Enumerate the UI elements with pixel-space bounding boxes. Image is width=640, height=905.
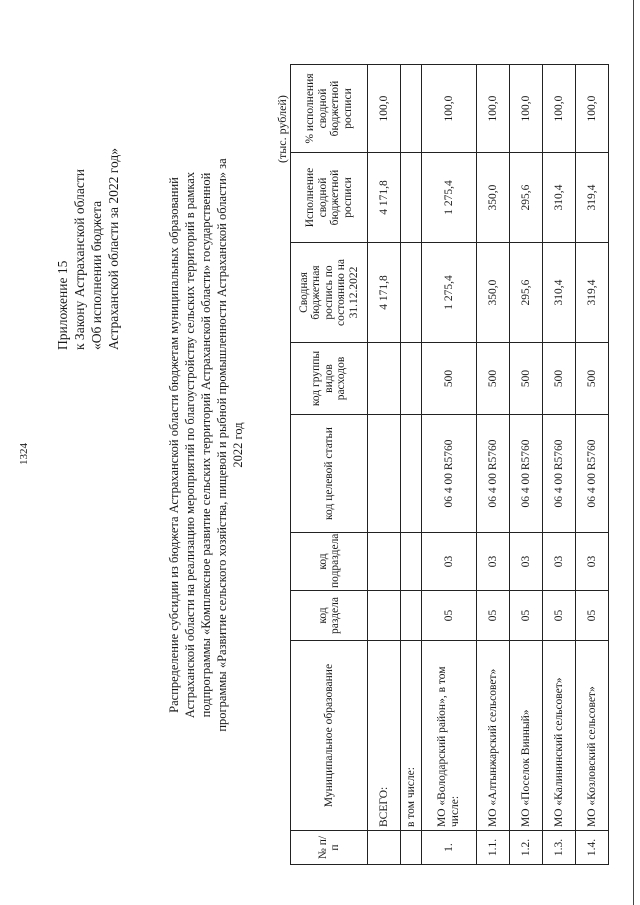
- row-name: МО «Калининский сельсовет»: [543, 641, 576, 831]
- total-row: [368, 65, 401, 865]
- row-target: 06 4 00 R5760: [576, 415, 609, 533]
- page-edge-rule: [633, 0, 634, 905]
- row-plan: 1 275,4: [422, 243, 477, 343]
- row-section: 05: [510, 591, 543, 641]
- units-label: (тыс. рублей): [275, 95, 289, 163]
- row-name: МО «Алтынжарский сельсовет»: [477, 641, 510, 831]
- appendix-header: [54, 148, 122, 350]
- row-subsection: 03: [510, 533, 543, 591]
- appendix-line: Астраханской области за 2022 год»: [106, 148, 121, 350]
- header-subsection: код подраздела: [291, 533, 368, 591]
- row-expense: 500: [510, 343, 543, 415]
- table-row: [543, 65, 576, 865]
- header-plan: Сводная бюджетная роспись по состоянию на 31.12.2022: [291, 243, 368, 343]
- row-pct: 100,0: [543, 65, 576, 153]
- row-plan: 350,0: [477, 243, 510, 343]
- row-expense: 500: [422, 343, 477, 415]
- table-row: [477, 65, 510, 865]
- table-row: [576, 65, 609, 865]
- row-expense: 500: [543, 343, 576, 415]
- header-exec: Исполнение сводной бюджетной росписи: [291, 153, 368, 243]
- row-name: МО «Козловский сельсовет»: [576, 641, 609, 831]
- table-header-row: [291, 65, 368, 865]
- table-row: [422, 65, 477, 865]
- row-expense: 500: [576, 343, 609, 415]
- row-subsection: 03: [422, 533, 477, 591]
- total-exec: 4 171,8: [368, 153, 401, 243]
- document-title: Распределение субсидии из бюджета Астраханской области бюджетам муниципальных образований Астраханской области на реализацию мероприятий по благоустройству сельских территорий в рамках подпрограммы «Комплексное развитие сельских территорий Астраханской области» государственной программы «Развитие сельского хозяйства, пищевой и рыбной промышленности Астраханской области» за 2022 год: [167, 158, 245, 732]
- row-section: 05: [576, 591, 609, 641]
- row-plan: 310,4: [543, 243, 576, 343]
- row-num: 1.2.: [510, 831, 543, 865]
- row-target: 06 4 00 R5760: [543, 415, 576, 533]
- row-pct: 100,0: [510, 65, 543, 153]
- header-pct: % исполнения сводной бюджетной росписи: [291, 65, 368, 153]
- row-subsection: 03: [543, 533, 576, 591]
- row-num: 1.3.: [543, 831, 576, 865]
- row-subsection: 03: [576, 533, 609, 591]
- row-pct: 100,0: [477, 65, 510, 153]
- row-exec: 319,4: [576, 153, 609, 243]
- row-name: МО «Поселок Винный»: [510, 641, 543, 831]
- including-label: в том числе:: [401, 641, 422, 831]
- total-plan: 4 171,8: [368, 243, 401, 343]
- appendix-line: Приложение 15: [55, 260, 70, 350]
- row-name: МО «Володарский район», в том числе:: [422, 641, 477, 831]
- row-num: 1.1.: [477, 831, 510, 865]
- row-plan: 295,6: [510, 243, 543, 343]
- row-target: 06 4 00 R5760: [477, 415, 510, 533]
- row-target: 06 4 00 R5760: [422, 415, 477, 533]
- row-exec: 295,6: [510, 153, 543, 243]
- row-pct: 100,0: [576, 65, 609, 153]
- row-subsection: 03: [477, 533, 510, 591]
- header-section: код раздела: [291, 591, 368, 641]
- row-section: 05: [543, 591, 576, 641]
- row-section: 05: [477, 591, 510, 641]
- row-expense: 500: [477, 343, 510, 415]
- row-section: 05: [422, 591, 477, 641]
- page-number: 1324: [18, 443, 30, 465]
- appendix-line: к Закону Астраханской области: [72, 168, 87, 350]
- header-num: № п/п: [291, 831, 368, 865]
- header-name: Муниципальное образование: [291, 641, 368, 831]
- including-row: [401, 65, 422, 865]
- row-pct: 100,0: [422, 65, 477, 153]
- total-pct: 100,0: [368, 65, 401, 153]
- row-num: 1.4.: [576, 831, 609, 865]
- row-plan: 319,4: [576, 243, 609, 343]
- subsidy-table: [290, 64, 609, 865]
- total-label: ВСЕГО:: [368, 641, 401, 831]
- header-target: код целевой статьи: [291, 415, 368, 533]
- appendix-line: «Об исполнении бюджета: [89, 200, 104, 350]
- row-target: 06 4 00 R5760: [510, 415, 543, 533]
- table-row: [510, 65, 543, 865]
- row-num: 1.: [422, 831, 477, 865]
- header-expense: код группы видов расходов: [291, 343, 368, 415]
- row-exec: 350,0: [477, 153, 510, 243]
- row-exec: 310,4: [543, 153, 576, 243]
- row-exec: 1 275,4: [422, 153, 477, 243]
